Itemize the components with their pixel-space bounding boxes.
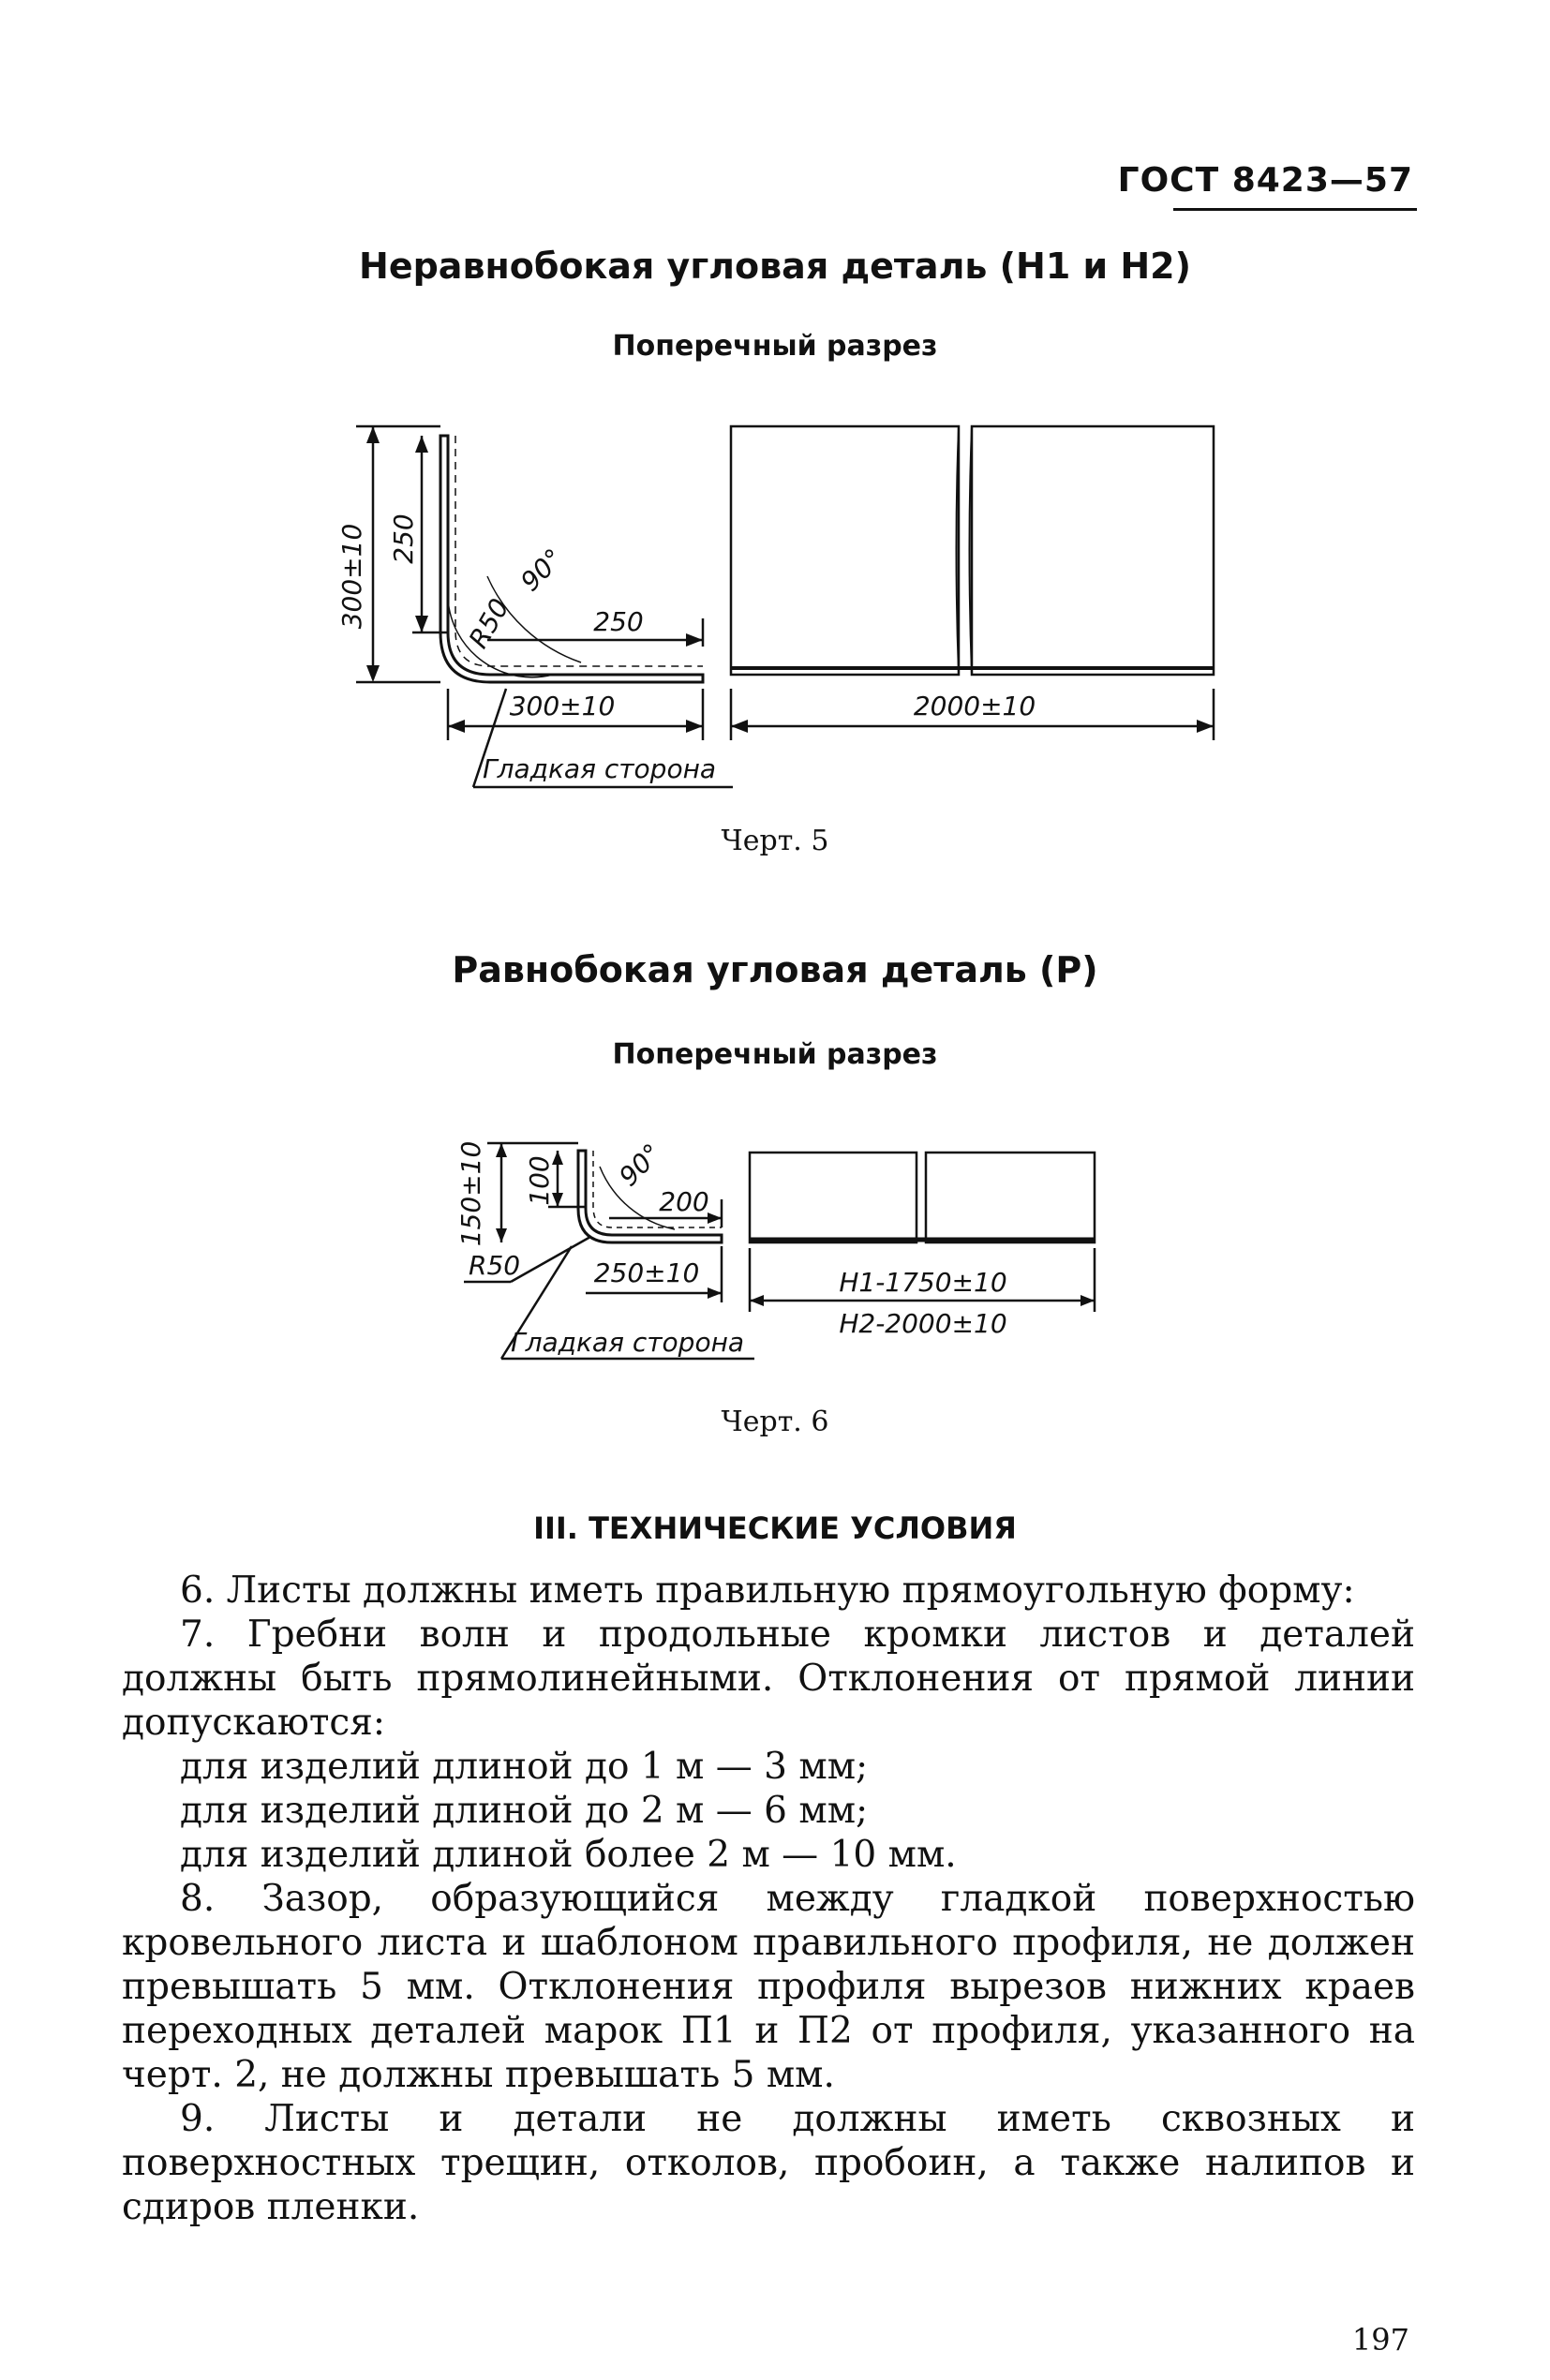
fig6-dim-length-h2: Н2-2000±10 <box>839 1308 1007 1339</box>
figure6-subtitle: Поперечный разрез <box>612 1038 938 1071</box>
fig6-dim-leg-height: 100 <box>524 1155 555 1206</box>
figure6-drawing <box>0 1134 1550 1387</box>
fig5-dim-leg-height: 250 <box>388 513 419 564</box>
page-number: 197 <box>1351 2322 1409 2358</box>
fig5-smooth-side-label: Гладкая сторона <box>483 753 717 784</box>
figure6-caption: Черт. 6 <box>721 1406 829 1438</box>
fig6-dim-total-length: 250±10 <box>593 1257 700 1288</box>
standard-code: ГОСТ 8423—57 <box>1117 161 1413 200</box>
paragraph-8: 8. Зазор, образующийся между гладкой поверхностью кровельного листа и шаблоном правильного профиля, не должен превышать 5 мм. Отклонения профиля вырезов нижних краев переходных деталей марок П1 и П2 от профиля, указанного на черт. 2, не должны превышать 5 мм. <box>122 1878 1415 2096</box>
figure6-title: Равнобокая угловая деталь (Р) <box>452 949 1098 990</box>
fig6-dim-total-height: 150±10 <box>455 1140 486 1247</box>
paragraph-9: 9. Листы и детали не должны иметь сквозных и поверхностных трещин, отколов, пробоин, а также налипов и сдиров пленки. <box>122 2098 1415 2228</box>
fig5-dim-radius: R50 <box>462 593 515 654</box>
fig6-dim-leg-length: 200 <box>659 1186 709 1217</box>
paragraph-6: 6. Листы должны иметь правильную прямоугольную форму: <box>180 1569 1355 1612</box>
section-body <box>122 1569 1415 2229</box>
list-item: для изделий длиной до 2 м — 6 мм; <box>180 1790 869 1832</box>
fig5-dim-total-length: 300±10 <box>509 691 616 721</box>
header-rule <box>1173 208 1417 211</box>
paragraph-7: 7. Гребни волн и продольные кромки листов и деталей должны быть прямолинейными. Отклонения от прямой линии допускаются: <box>122 1614 1415 1744</box>
list-item: для изделий длиной более 2 м — 10 мм. <box>180 1834 957 1876</box>
figure5-subtitle: Поперечный разрез <box>612 330 938 363</box>
fig6-smooth-side-label: Гладкая сторона <box>511 1327 745 1358</box>
fig6-dim-angle: 90° <box>613 1138 668 1193</box>
fig5-dim-total-height: 300±10 <box>336 523 367 630</box>
figure5-caption: Черт. 5 <box>721 825 829 857</box>
fig5-dim-sheet-length: 2000±10 <box>913 691 1036 721</box>
fig6-dim-radius: R50 <box>469 1250 521 1281</box>
fig5-dim-angle: 90° <box>514 543 570 598</box>
fig5-dim-leg-length: 250 <box>593 606 644 637</box>
list-item: для изделий длиной до 1 м — 3 мм; <box>180 1746 869 1788</box>
figure5-title: Неравнобокая угловая деталь (Н1 и Н2) <box>359 245 1191 287</box>
section-title: III. ТЕХНИЧЕСКИЕ УСЛОВИЯ <box>533 1510 1017 1546</box>
fig6-dim-length-h1: Н1-1750±10 <box>839 1267 1007 1298</box>
figure5-drawing <box>0 417 1550 806</box>
